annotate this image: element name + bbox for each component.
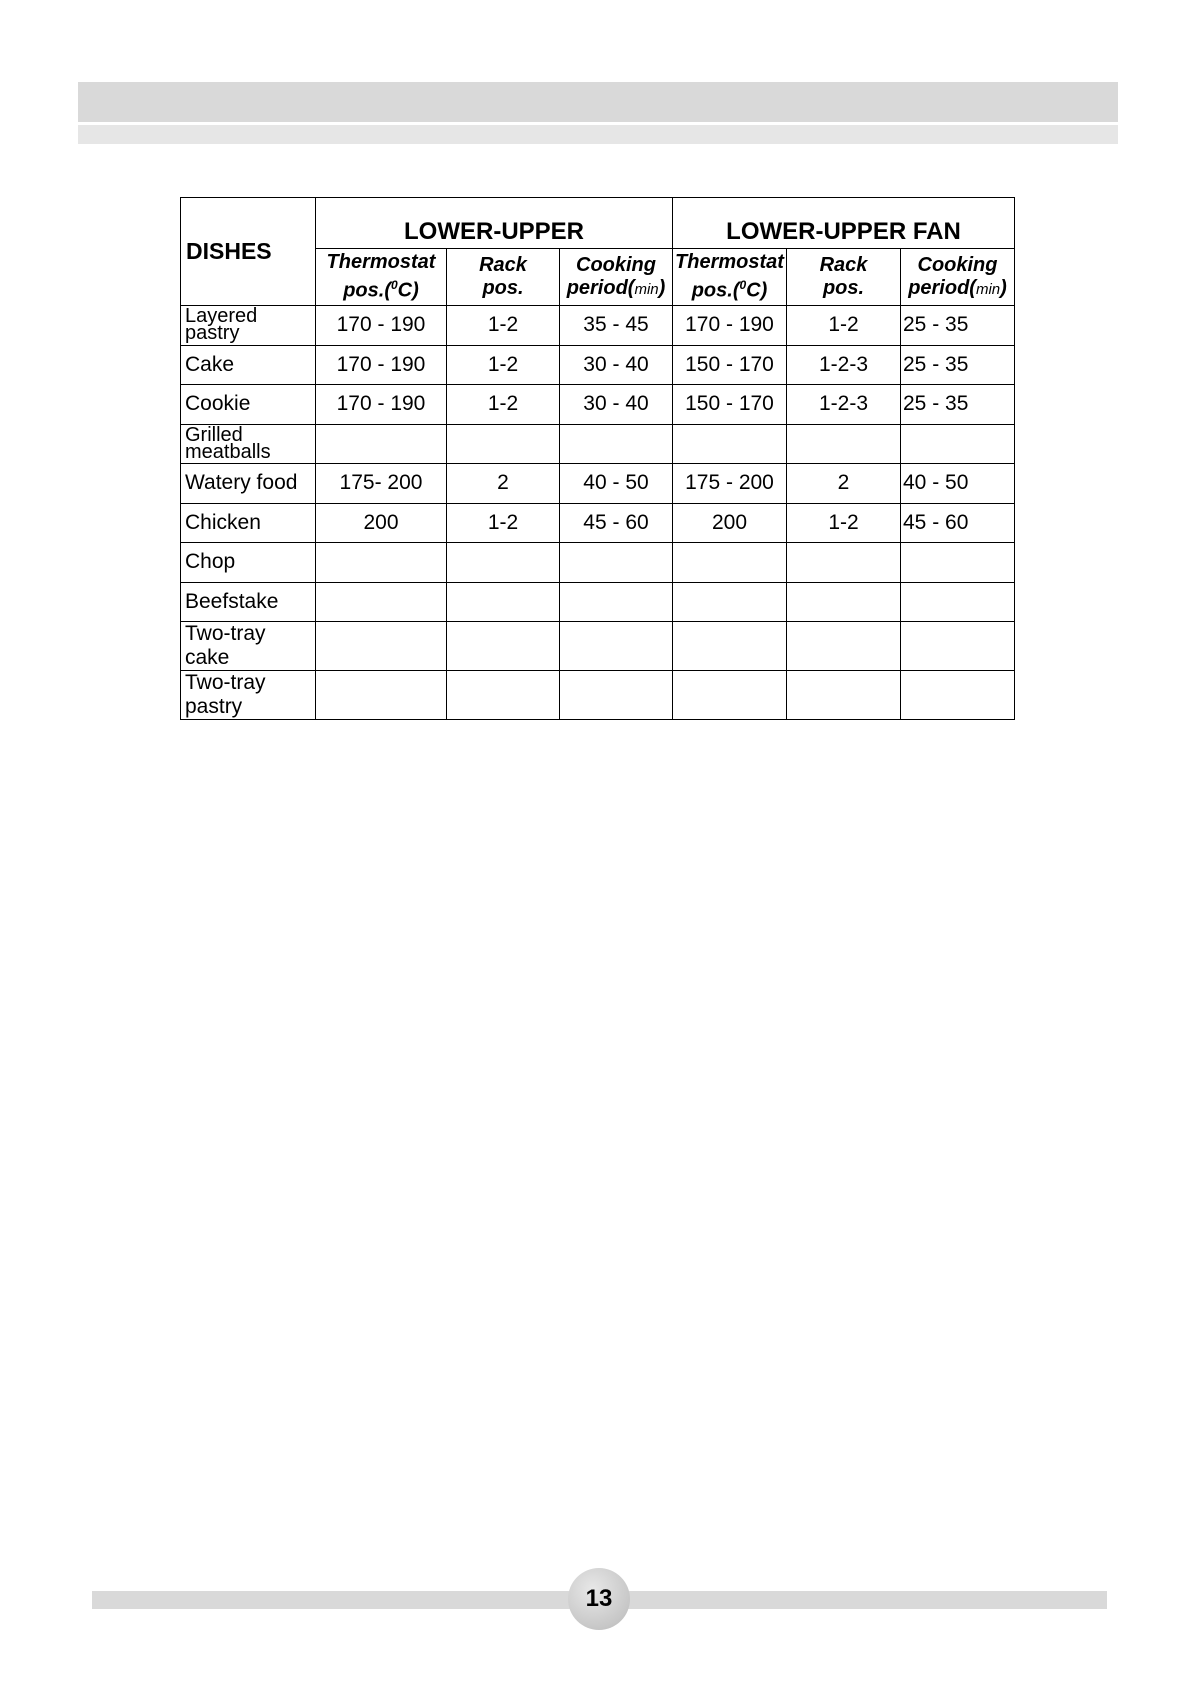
fan-cooking-period-cell: 25 - 35 [901,385,1015,425]
fan-thermostat-cell: 200 [673,503,787,543]
fan-thermostat-cell [673,582,787,622]
sub-header-fan-rack: Rack pos. [787,249,901,306]
dish-cell: Two-tray cake [181,622,316,671]
dish-cell: Two-tray pastry [181,671,316,720]
fan-cooking-period-cell: 40 - 50 [901,464,1015,504]
cooking-period-cell: 30 - 40 [560,385,673,425]
table-row [181,503,1015,543]
fan-thermostat-cell: 150 - 170 [673,385,787,425]
fan-rack-cell: 1-2-3 [787,345,901,385]
dish-cell: Cookie [181,385,316,425]
thermostat-cell: 170 - 190 [316,345,447,385]
rack-cell [447,622,560,671]
thermostat-cell [316,424,447,464]
sub-header-fan-cooking-period: Cooking period(min) [901,249,1015,306]
rack-cell: 1-2 [447,306,560,346]
fan-rack-cell [787,582,901,622]
rack-cell: 2 [447,464,560,504]
sub-header-rack: Rack pos. [447,249,560,306]
cooking-period-cell: 35 - 45 [560,306,673,346]
table-row [181,345,1015,385]
rack-cell [447,582,560,622]
fan-thermostat-cell: 175 - 200 [673,464,787,504]
dish-cell: Beefstake [181,582,316,622]
cooking-period-cell [560,543,673,583]
thermostat-cell [316,543,447,583]
cooking-period-cell [560,424,673,464]
fan-thermostat-cell: 150 - 170 [673,345,787,385]
group-header-lower-upper-fan: LOWER-UPPER FAN [673,198,1015,249]
rack-cell: 1-2 [447,385,560,425]
fan-rack-cell: 1-2 [787,503,901,543]
sub-header-thermostat: Thermostat pos.($^0$C) [316,249,447,306]
dish-cell: Chicken [181,503,316,543]
cooking-period-cell [560,671,673,720]
cooking-period-cell: 45 - 60 [560,503,673,543]
sub-header-fan-thermostat: Thermostat pos.($^0$C) [673,249,787,306]
cooking-period-cell [560,582,673,622]
fan-cooking-period-cell: 25 - 35 [901,306,1015,346]
rack-cell: 1-2 [447,503,560,543]
table-row [181,543,1015,583]
dish-cell: Layered pastry [181,306,316,346]
thermostat-cell [316,582,447,622]
table-row [181,464,1015,504]
dish-cell: Cake [181,345,316,385]
thermostat-cell: 170 - 190 [316,385,447,425]
thermostat-cell: 170 - 190 [316,306,447,346]
fan-cooking-period-cell: 25 - 35 [901,345,1015,385]
rack-cell [447,424,560,464]
fan-thermostat-cell [673,543,787,583]
fan-cooking-period-cell: 45 - 60 [901,503,1015,543]
fan-cooking-period-cell [901,543,1015,583]
fan-rack-cell [787,622,901,671]
group-header-lower-upper: LOWER-UPPER [316,198,673,249]
rack-cell [447,543,560,583]
cooking-period-cell: 30 - 40 [560,345,673,385]
table-row [181,306,1015,346]
page-number-badge: 13 [568,1568,630,1630]
header-bar [78,82,1118,122]
fan-rack-cell: 1-2-3 [787,385,901,425]
fan-rack-cell [787,543,901,583]
sub-header-cooking-period: Cooking period(min) [560,249,673,306]
header-bar-strip [78,125,1118,144]
thermostat-cell: 200 [316,503,447,543]
dish-cell: Chop [181,543,316,583]
rack-cell: 1-2 [447,345,560,385]
table-row [181,424,1015,464]
fan-cooking-period-cell [901,671,1015,720]
thermostat-cell [316,622,447,671]
fan-thermostat-cell: 170 - 190 [673,306,787,346]
table-row [181,582,1015,622]
cooking-period-cell [560,622,673,671]
fan-cooking-period-cell [901,622,1015,671]
table-group-header-row [181,198,1015,249]
rack-cell [447,671,560,720]
cooking-table [180,197,1015,720]
cooking-period-cell: 40 - 50 [560,464,673,504]
fan-cooking-period-cell [901,582,1015,622]
fan-rack-cell: 1-2 [787,306,901,346]
fan-thermostat-cell [673,622,787,671]
fan-rack-cell [787,424,901,464]
table-row [181,622,1015,671]
table-row [181,385,1015,425]
dish-cell: Watery food [181,464,316,504]
thermostat-cell [316,671,447,720]
fan-cooking-period-cell [901,424,1015,464]
fan-thermostat-cell [673,671,787,720]
dishes-header: DISHES [181,198,316,306]
dish-cell: Grilled meatballs [181,424,316,464]
thermostat-cell: 175- 200 [316,464,447,504]
table-row [181,671,1015,720]
fan-rack-cell: 2 [787,464,901,504]
fan-rack-cell [787,671,901,720]
fan-thermostat-cell [673,424,787,464]
